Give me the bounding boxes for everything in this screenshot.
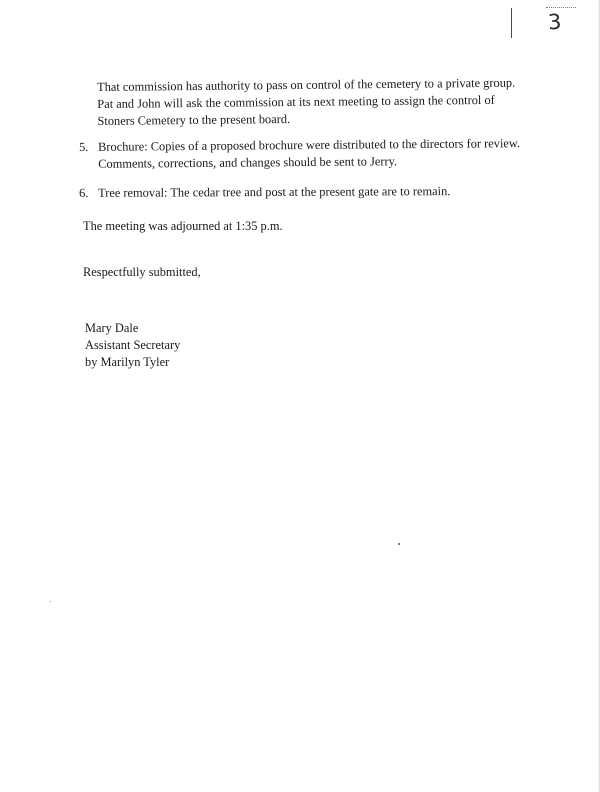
signature-name: Mary Dale <box>85 321 139 335</box>
list-item-tree-removal <box>79 183 539 202</box>
list-item-brochure <box>79 135 539 173</box>
item-line: Brochure: Copies of a proposed brochure were distributed to the directors for review. <box>98 136 521 154</box>
margin-pen-stroke <box>511 8 512 38</box>
scan-speck <box>398 543 400 545</box>
continued-paragraph <box>97 75 516 130</box>
signature-block <box>85 320 180 371</box>
closing-salutation: Respectfully submitted, <box>83 265 201 279</box>
paragraph-line: Stoners Cemetery to the present board. <box>97 111 291 128</box>
signature-by-line: by Marilyn Tyler <box>85 355 170 369</box>
item-line: Tree removal: The cedar tree and post at the present gate are to remain. <box>98 184 451 200</box>
paragraph-line: That commission has authority to pass on control of the cemetery to a private group. <box>97 75 516 94</box>
page-number: 3 <box>547 9 563 35</box>
adjournment-note: The meeting was adjourned at 1:35 p.m. <box>83 219 283 233</box>
item-body <box>98 183 450 202</box>
item-line: Comments, corrections, and changes should be sent to Jerry. <box>98 154 398 171</box>
scan-speck <box>50 601 51 602</box>
signature-title: Assistant Secretary <box>85 338 181 352</box>
item-number: 6. <box>79 185 89 200</box>
item-body <box>98 135 520 173</box>
paragraph-line: Pat and John will ask the commission at its next meeting to assign the control of <box>97 92 495 111</box>
item-number: 5. <box>79 139 89 154</box>
